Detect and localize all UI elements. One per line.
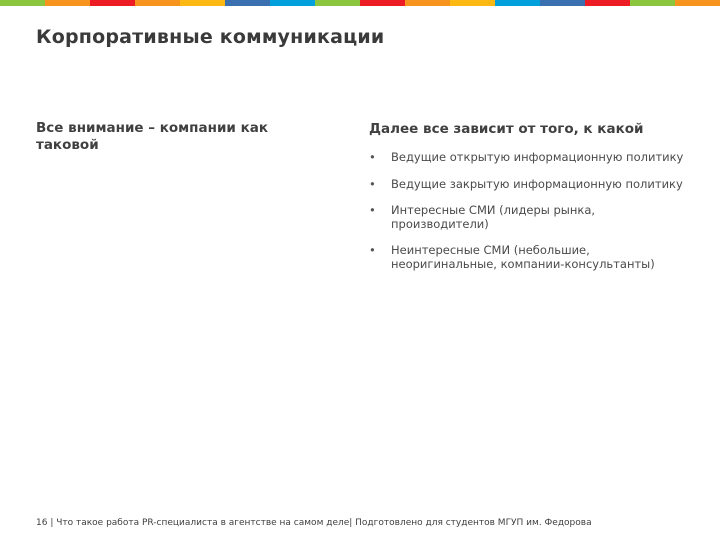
stripe-segment [0,0,45,6]
right-column-heading: Далее все зависит от того, к какой [369,121,644,137]
stripe-segment [675,0,720,6]
list-item-text: Ведущие закрытую информационную политику [391,176,683,191]
list-item-text: Интересные СМИ (лидеры рынка, производители) [391,203,596,231]
list-item-text: Ведущие открытую информационную политику [391,150,684,164]
stripe-segment [135,0,180,6]
bullet-list [369,151,689,271]
stripe-segment [315,0,360,6]
left-column-text: Все внимание – компании как таковой [36,120,269,153]
stripe-segment [225,0,270,6]
bullet-icon: • [369,243,376,257]
stripe-segment [495,0,540,6]
top-color-stripe [0,0,720,6]
list-item [369,244,689,271]
stripe-segment [360,0,405,6]
list-item-text: Неинтересные СМИ (небольшие, неоригинальные, компании-консультанты) [391,243,655,271]
stripe-segment [180,0,225,6]
list-item [369,204,689,231]
bullet-icon: • [369,176,376,191]
slide-title: Корпоративные коммуникации [36,26,385,48]
stripe-segment [270,0,315,6]
stripe-segment [540,0,585,6]
stripe-segment [405,0,450,6]
stripe-segment [630,0,675,6]
stripe-segment [45,0,90,6]
stripe-segment [585,0,630,6]
slide-footer: 16 | Что такое работа PR-специалиста в агентстве на самом деле| Подготовлено для студентов МГУП им. Федорова [36,518,592,528]
stripe-segment [90,0,135,6]
stripe-segment [450,0,495,6]
bullet-icon: • [369,203,376,217]
bullet-icon: • [369,150,376,164]
list-item [369,151,689,165]
right-column [369,120,689,284]
list-item [369,178,689,192]
